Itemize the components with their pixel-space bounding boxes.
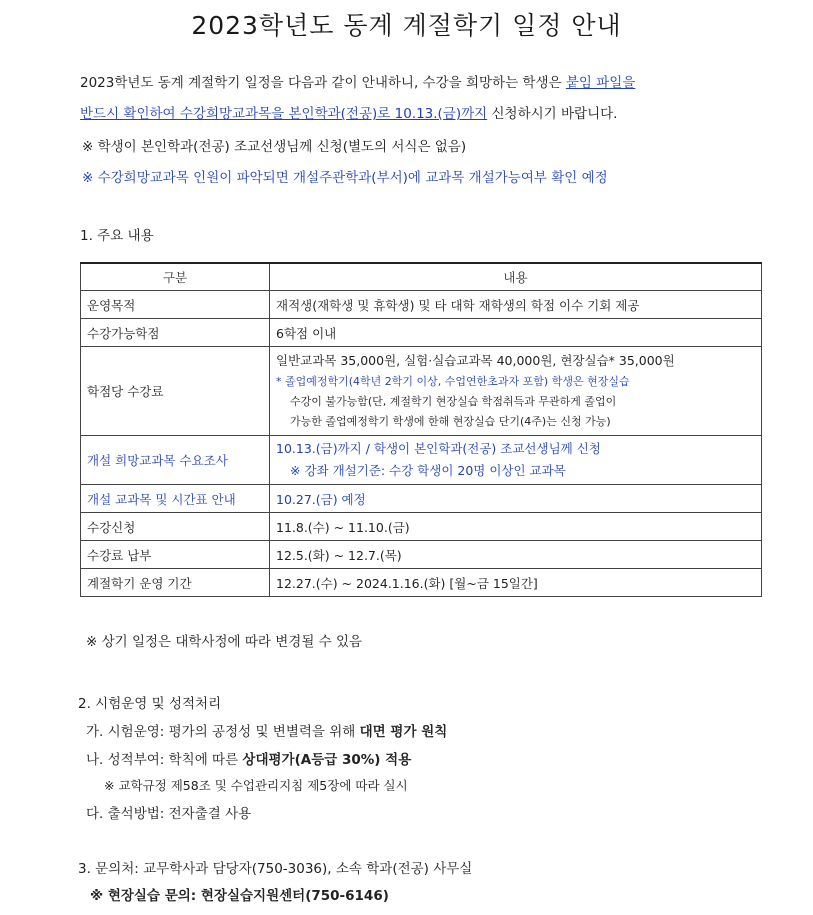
row-key: 학점당 수강료 (81, 347, 270, 436)
schedule-change-note: ※ 상기 일정은 대학사정에 따라 변경될 수 있음 (86, 634, 363, 650)
grading-rule-note: ※ 교학규정 제58조 및 수업관리지침 제5장에 따라 실시 (104, 778, 408, 793)
intro-underline-2: 반드시 확인하여 수강희망교과목을 본인학과(전공)로 10.13.(금)까지 (80, 106, 488, 122)
intro-underline-1: 붙임 파일을 (565, 75, 636, 91)
row-value (270, 347, 762, 436)
section-3-contact: 3. 문의처: 교무학사과 담당자(750-3036), 소속 학과(전공) 사무실 (78, 861, 473, 877)
tuition-note-1: * 졸업예정학기(4학년 2학기 이상, 수업연한초과자 포함) 학생은 현장실습 (276, 375, 630, 388)
row-value: 10.27.(금) 예정 (270, 485, 762, 513)
exam-operation-emphasis: 대면 평가 원칙 (359, 724, 448, 740)
grading-emphasis: 상대평가(A등급 30%) 적용 (242, 752, 412, 768)
tuition-note-2: 수강이 불가능함(단, 계절학기 현장실습 학점취득과 무관하게 졸업이 (290, 395, 617, 408)
row-key: 개설 교과목 및 시간표 안내 (81, 485, 270, 513)
table-row (81, 485, 762, 513)
section-2-heading: 2. 시험운영 및 성적처리 (78, 696, 222, 712)
attendance-method: 다. 출석방법: 전자출결 사용 (86, 806, 252, 822)
row-value: 6학점 이내 (270, 319, 762, 347)
table-row (81, 541, 762, 569)
grading (86, 748, 411, 768)
table-row (81, 569, 762, 597)
demand-survey-note: ※ 강좌 개설기준: 수강 학생이 20명 이상인 교과목 (290, 463, 566, 478)
table-row (81, 291, 762, 319)
intro-text-2: 신청하시기 바랍니다. (487, 106, 618, 122)
page-title: 2023학년도 동계 계절학기 일정 안내 (191, 11, 622, 40)
row-value: 11.8.(수) ~ 11.10.(금) (270, 513, 762, 541)
row-key: 계절학기 운영 기간 (81, 569, 270, 597)
exam-operation-text: 가. 시험운영: 평가의 공정성 및 변별력을 위해 (86, 724, 360, 740)
tuition-line: 일반교과목 35,000원, 실험·실습교과목 40,000원, 현장실습* 35,000원 (276, 353, 675, 368)
row-value: 재적생(재학생 및 휴학생) 및 타 대학 재학생의 학점 이수 기회 제공 (270, 291, 762, 319)
row-value (270, 436, 762, 485)
grading-text: 나. 성적부여: 학칙에 따른 (86, 752, 243, 768)
field-practice-contact: ※ 현장실습 문의: 현장실습지원센터(750-6146) (90, 888, 389, 904)
header-content: 내용 (270, 263, 762, 291)
schedule-table (80, 262, 762, 597)
demand-survey-line: 10.13.(금)까지 / 학생이 본인학과(전공) 조교선생님께 신청 (276, 441, 601, 456)
header-category: 구분 (81, 263, 270, 291)
exam-operation (86, 720, 447, 740)
tuition-note-3: 가능한 졸업예정학기 학생에 한해 현장실습 단기(4주)는 신청 가능) (290, 415, 611, 428)
table-row (81, 347, 762, 436)
row-key: 수강신청 (81, 513, 270, 541)
row-value: 12.27.(수) ~ 2024.1.16.(화) [월~금 15일간] (270, 569, 762, 597)
row-key: 운영목적 (81, 291, 270, 319)
row-key: 개설 희망교과목 수요조사 (81, 436, 270, 485)
note-course-check: ※ 수강희망교과목 인원이 파악되면 개설주관학과(부서)에 교과목 개설가능여부 확인 예정 (82, 170, 608, 186)
table-header-row (81, 263, 762, 291)
intro-text-1: 2023학년도 동계 계절학기 일정을 다음과 같이 안내하니, 수강을 희망하는 학생은 (80, 75, 566, 91)
row-value: 12.5.(화) ~ 12.7.(목) (270, 541, 762, 569)
table-row (81, 436, 762, 485)
table-row (81, 513, 762, 541)
row-key: 수강료 납부 (81, 541, 270, 569)
intro-paragraph (80, 68, 790, 130)
section-1-heading: 1. 주요 내용 (80, 228, 154, 244)
row-key: 수강가능학점 (81, 319, 270, 347)
table-row (81, 319, 762, 347)
note-application: ※ 학생이 본인학과(전공) 조교선생님께 신청(별도의 서식은 없음) (82, 139, 467, 155)
